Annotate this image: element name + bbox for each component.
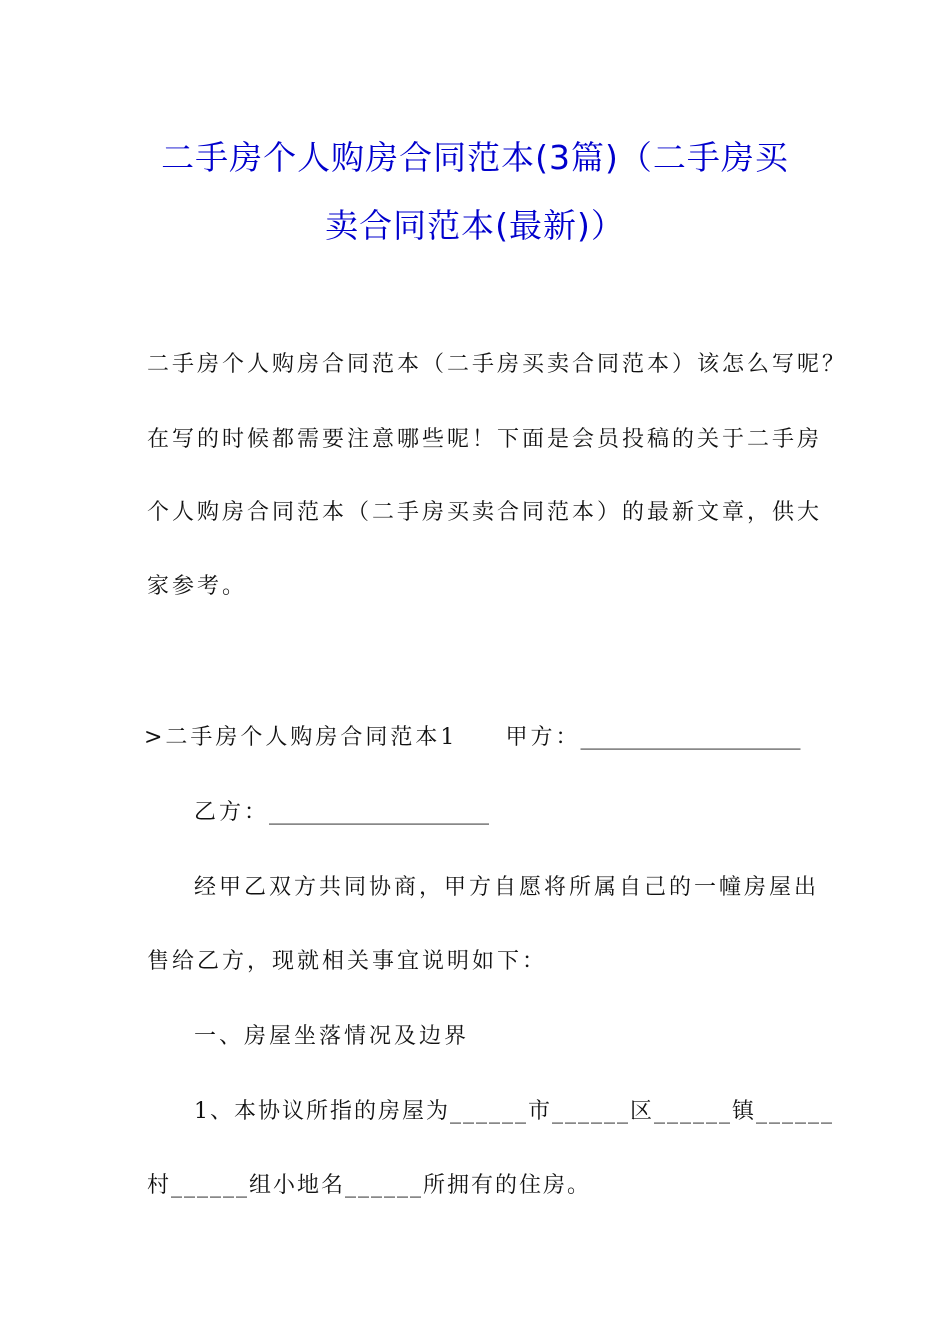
document-title-line-1: 二手房个人购房合同范本(3篇)（二手房买 — [161, 138, 789, 177]
intro-line-4: 家参考。 — [147, 574, 248, 599]
document-title-line-2: 卖合同范本(最新)） — [325, 206, 625, 245]
party-b-label: 乙方： — [194, 800, 270, 825]
intro-line-1: 二手房个人购房合同范本（二手房买卖合同范本）该怎么写呢？ — [147, 352, 848, 377]
item-1-line-1: 1、本协议所指的房屋为______市______区______镇______ — [194, 1099, 834, 1124]
party-a-label: 甲方： — [505, 725, 581, 750]
contract-heading-row — [144, 720, 800, 751]
intro-line-3: 个人购房合同范本（二手房买卖合同范本）的最新文章，供大 — [147, 500, 823, 525]
party-b-row — [194, 795, 489, 826]
intro-line-2: 在写的时候都需要注意哪些呢！下面是会员投稿的关于二手房 — [147, 427, 823, 452]
party-b-blank: ____________________ — [269, 800, 490, 825]
item-1-line-2: 村______组小地名______所拥有的住房。 — [147, 1173, 592, 1198]
contract-heading: >二手房个人购房合同范本1 — [144, 725, 458, 750]
party-a-blank: ____________________ — [580, 725, 801, 750]
paragraph-1-line-1: 经甲乙双方共同协商，甲方自愿将所属自己的一幢房屋出 — [194, 875, 820, 900]
section-1-heading: 一、房屋坐落情况及边界 — [194, 1024, 470, 1049]
paragraph-1-line-2: 售给乙方，现就相关事宜说明如下： — [147, 949, 548, 974]
